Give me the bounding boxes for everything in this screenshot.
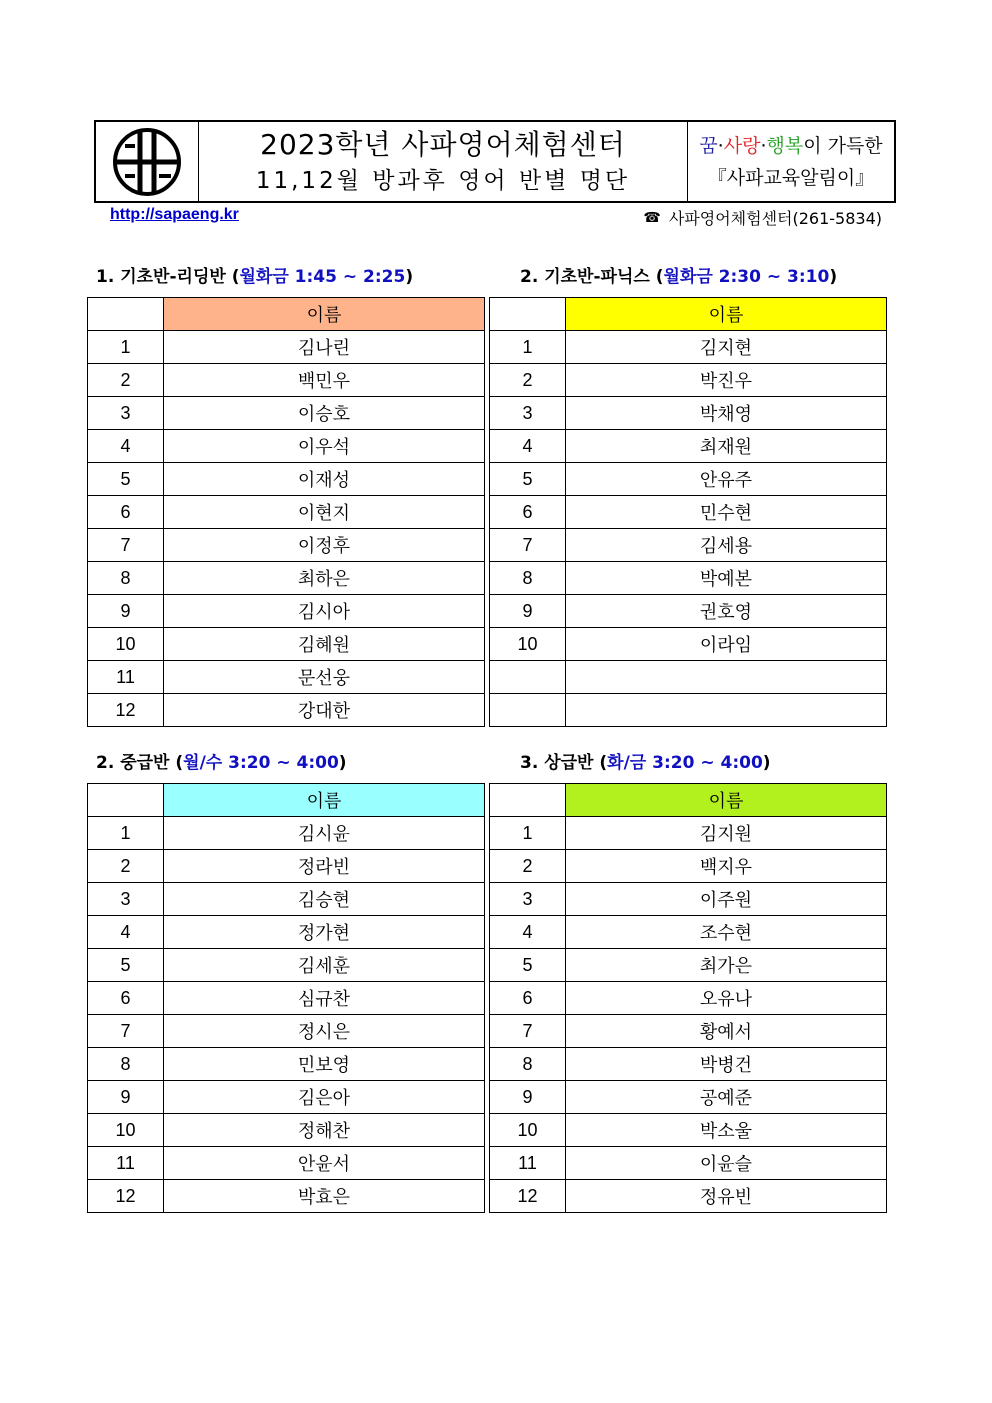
student-number: 2 [88, 364, 164, 397]
student-number [490, 661, 566, 694]
class-title [96, 262, 413, 287]
class-title-prefix: 2. 기초반-파닉스 ( [520, 267, 664, 287]
student-number: 6 [88, 982, 164, 1015]
name-header-cell: 이름 [164, 784, 485, 817]
student-name: 강대한 [164, 694, 485, 727]
student-name: 김은아 [164, 1081, 485, 1114]
student-number: 5 [88, 463, 164, 496]
table-row [490, 949, 887, 982]
student-name: 오유나 [566, 982, 887, 1015]
table-row [88, 850, 485, 883]
table-row [490, 883, 887, 916]
student-name: 이윤슬 [566, 1147, 887, 1180]
roster-table [489, 297, 887, 727]
slogan-love: 사랑 [723, 134, 761, 157]
student-name: 김세훈 [164, 949, 485, 982]
table-row [88, 1081, 485, 1114]
sapa-logo-icon [111, 126, 183, 198]
table-row [88, 661, 485, 694]
table-row [490, 628, 887, 661]
student-number: 6 [490, 982, 566, 1015]
student-number: 8 [490, 562, 566, 595]
page-subtitle: 11,12월 방과후 영어 반별 명단 [255, 167, 631, 194]
student-name: 심규찬 [164, 982, 485, 1015]
table-row [490, 1081, 887, 1114]
table-row [490, 1180, 887, 1213]
class-title-suffix: ) [762, 753, 771, 773]
number-header-cell [88, 298, 164, 331]
student-number: 7 [88, 529, 164, 562]
student-name: 정유빈 [566, 1180, 887, 1213]
student-name: 최가은 [566, 949, 887, 982]
student-name: 민보영 [164, 1048, 485, 1081]
class-title-prefix: 2. 중급반 ( [96, 753, 184, 773]
table-row [490, 1147, 887, 1180]
table-row [88, 397, 485, 430]
student-number: 10 [490, 1114, 566, 1147]
student-number: 4 [88, 916, 164, 949]
student-name: 김지원 [566, 817, 887, 850]
table-row [490, 1015, 887, 1048]
class-title-suffix: ) [405, 267, 414, 287]
student-number: 1 [88, 817, 164, 850]
student-name: 안윤서 [164, 1147, 485, 1180]
student-name: 공예준 [566, 1081, 887, 1114]
contact-text: 사파영어체험센터(261-5834) [668, 209, 882, 228]
student-number: 3 [88, 397, 164, 430]
student-name: 이주원 [566, 883, 887, 916]
student-name: 이현지 [164, 496, 485, 529]
student-number: 9 [88, 1081, 164, 1114]
student-name [566, 661, 887, 694]
class-title-prefix: 3. 상급반 ( [520, 753, 608, 773]
student-name: 김나린 [164, 331, 485, 364]
class-title [520, 748, 771, 773]
table-row [88, 463, 485, 496]
website-link[interactable]: http://sapaeng.kr [110, 206, 239, 223]
table-header-row [490, 298, 887, 331]
phone-icon: ☎ [643, 209, 661, 226]
table-row [88, 1015, 485, 1048]
student-number: 12 [88, 1180, 164, 1213]
student-number: 8 [88, 562, 164, 595]
slogan-dot: · [717, 134, 724, 157]
class-schedule: 월화금 2:30 ~ 3:10 [663, 267, 830, 287]
student-name: 황예서 [566, 1015, 887, 1048]
student-number: 9 [490, 595, 566, 628]
student-number: 1 [490, 817, 566, 850]
slogan-rest: 이 가득한 [803, 134, 883, 157]
student-name: 박효은 [164, 1180, 485, 1213]
student-number [490, 694, 566, 727]
table-row [490, 397, 887, 430]
student-number: 11 [490, 1147, 566, 1180]
page-title: 2023학년 사파영어체험센터 [260, 127, 626, 161]
table-row [490, 331, 887, 364]
table-row [88, 562, 485, 595]
student-number: 3 [490, 883, 566, 916]
class-title-suffix: ) [829, 267, 838, 287]
student-number: 8 [88, 1048, 164, 1081]
student-name: 최재원 [566, 430, 887, 463]
student-name: 이라임 [566, 628, 887, 661]
table-row [88, 529, 485, 562]
student-number: 5 [490, 463, 566, 496]
student-number: 6 [490, 496, 566, 529]
table-header-row [88, 784, 485, 817]
student-number: 11 [88, 1147, 164, 1180]
student-name: 김승현 [164, 883, 485, 916]
student-name: 김혜원 [164, 628, 485, 661]
number-header-cell [490, 298, 566, 331]
table-row [490, 463, 887, 496]
table-row [88, 1048, 485, 1081]
student-name: 백지우 [566, 850, 887, 883]
student-name: 안유주 [566, 463, 887, 496]
table-row [490, 562, 887, 595]
class-schedule: 월화금 1:45 ~ 2:25 [239, 267, 406, 287]
student-name: 김시아 [164, 595, 485, 628]
student-number: 10 [88, 628, 164, 661]
student-number: 2 [88, 850, 164, 883]
student-number: 12 [490, 1180, 566, 1213]
student-name: 박예본 [566, 562, 887, 595]
table-row [88, 1147, 485, 1180]
table-row [88, 949, 485, 982]
student-name [566, 694, 887, 727]
student-name: 백민우 [164, 364, 485, 397]
student-number: 3 [88, 883, 164, 916]
contact-info [643, 206, 882, 229]
student-number: 6 [88, 496, 164, 529]
slogan-dream: 꿈 [699, 134, 718, 157]
student-name: 이재성 [164, 463, 485, 496]
student-name: 이정후 [164, 529, 485, 562]
class-schedule: 월/수 3:20 ~ 4:00 [183, 753, 339, 773]
table-row [88, 364, 485, 397]
number-header-cell [88, 784, 164, 817]
student-number: 7 [490, 1015, 566, 1048]
slogan-happy: 행복 [766, 134, 804, 157]
student-name: 정라빈 [164, 850, 485, 883]
student-number: 2 [490, 850, 566, 883]
slogan-line2: 『사파교육알림이』 [707, 166, 875, 189]
name-header-cell: 이름 [566, 784, 887, 817]
table-header-row [490, 784, 887, 817]
student-name: 이승호 [164, 397, 485, 430]
table-row [88, 595, 485, 628]
roster-table [87, 783, 485, 1213]
table-row [88, 694, 485, 727]
student-name: 최하은 [164, 562, 485, 595]
number-header-cell [490, 784, 566, 817]
table-row [88, 1180, 485, 1213]
slogan [688, 122, 894, 201]
table-row [490, 595, 887, 628]
student-number: 3 [490, 397, 566, 430]
table-row [88, 430, 485, 463]
student-name: 문선웅 [164, 661, 485, 694]
header-box [94, 120, 896, 203]
table-row [88, 628, 485, 661]
student-number: 2 [490, 364, 566, 397]
student-number: 8 [490, 1048, 566, 1081]
student-name: 정시은 [164, 1015, 485, 1048]
name-header-cell: 이름 [164, 298, 485, 331]
slogan-line1 [699, 130, 882, 162]
table-row [88, 916, 485, 949]
table-row [490, 661, 887, 694]
student-number: 4 [490, 430, 566, 463]
student-number: 11 [88, 661, 164, 694]
table-row [490, 982, 887, 1015]
class-title [96, 748, 347, 773]
table-header-row [88, 298, 485, 331]
table-row [88, 331, 485, 364]
table-row [490, 430, 887, 463]
table-row [88, 883, 485, 916]
table-row [88, 982, 485, 1015]
table-row [88, 496, 485, 529]
student-number: 7 [88, 1015, 164, 1048]
student-number: 1 [88, 331, 164, 364]
student-number: 9 [490, 1081, 566, 1114]
class-title [520, 262, 837, 287]
student-number: 5 [88, 949, 164, 982]
table-row [88, 1114, 485, 1147]
table-row [490, 817, 887, 850]
table-row [490, 364, 887, 397]
student-name: 박진우 [566, 364, 887, 397]
student-number: 4 [490, 916, 566, 949]
table-row [490, 850, 887, 883]
student-name: 김세용 [566, 529, 887, 562]
student-number: 5 [490, 949, 566, 982]
student-name: 정가현 [164, 916, 485, 949]
student-name: 박채영 [566, 397, 887, 430]
class-schedule: 화/금 3:20 ~ 4:00 [607, 753, 763, 773]
class-title-prefix: 1. 기초반-리딩반 ( [96, 267, 240, 287]
class-title-suffix: ) [338, 753, 347, 773]
student-name: 박병건 [566, 1048, 887, 1081]
roster-table [87, 297, 485, 727]
student-name: 박소울 [566, 1114, 887, 1147]
student-number: 10 [490, 628, 566, 661]
table-row [490, 1048, 887, 1081]
student-name: 정해찬 [164, 1114, 485, 1147]
student-number: 4 [88, 430, 164, 463]
student-number: 9 [88, 595, 164, 628]
student-name: 이우석 [164, 430, 485, 463]
table-row [490, 694, 887, 727]
table-row [490, 529, 887, 562]
title-block [199, 122, 688, 201]
student-name: 민수현 [566, 496, 887, 529]
student-name: 김시윤 [164, 817, 485, 850]
name-header-cell: 이름 [566, 298, 887, 331]
table-row [490, 916, 887, 949]
student-number: 7 [490, 529, 566, 562]
table-row [490, 1114, 887, 1147]
student-number: 10 [88, 1114, 164, 1147]
slogan-dot: · [760, 134, 767, 157]
logo [96, 122, 199, 201]
student-number: 1 [490, 331, 566, 364]
roster-table [489, 783, 887, 1213]
table-row [88, 817, 485, 850]
student-name: 조수현 [566, 916, 887, 949]
student-number: 12 [88, 694, 164, 727]
student-name: 권호영 [566, 595, 887, 628]
table-row [490, 496, 887, 529]
student-name: 김지현 [566, 331, 887, 364]
